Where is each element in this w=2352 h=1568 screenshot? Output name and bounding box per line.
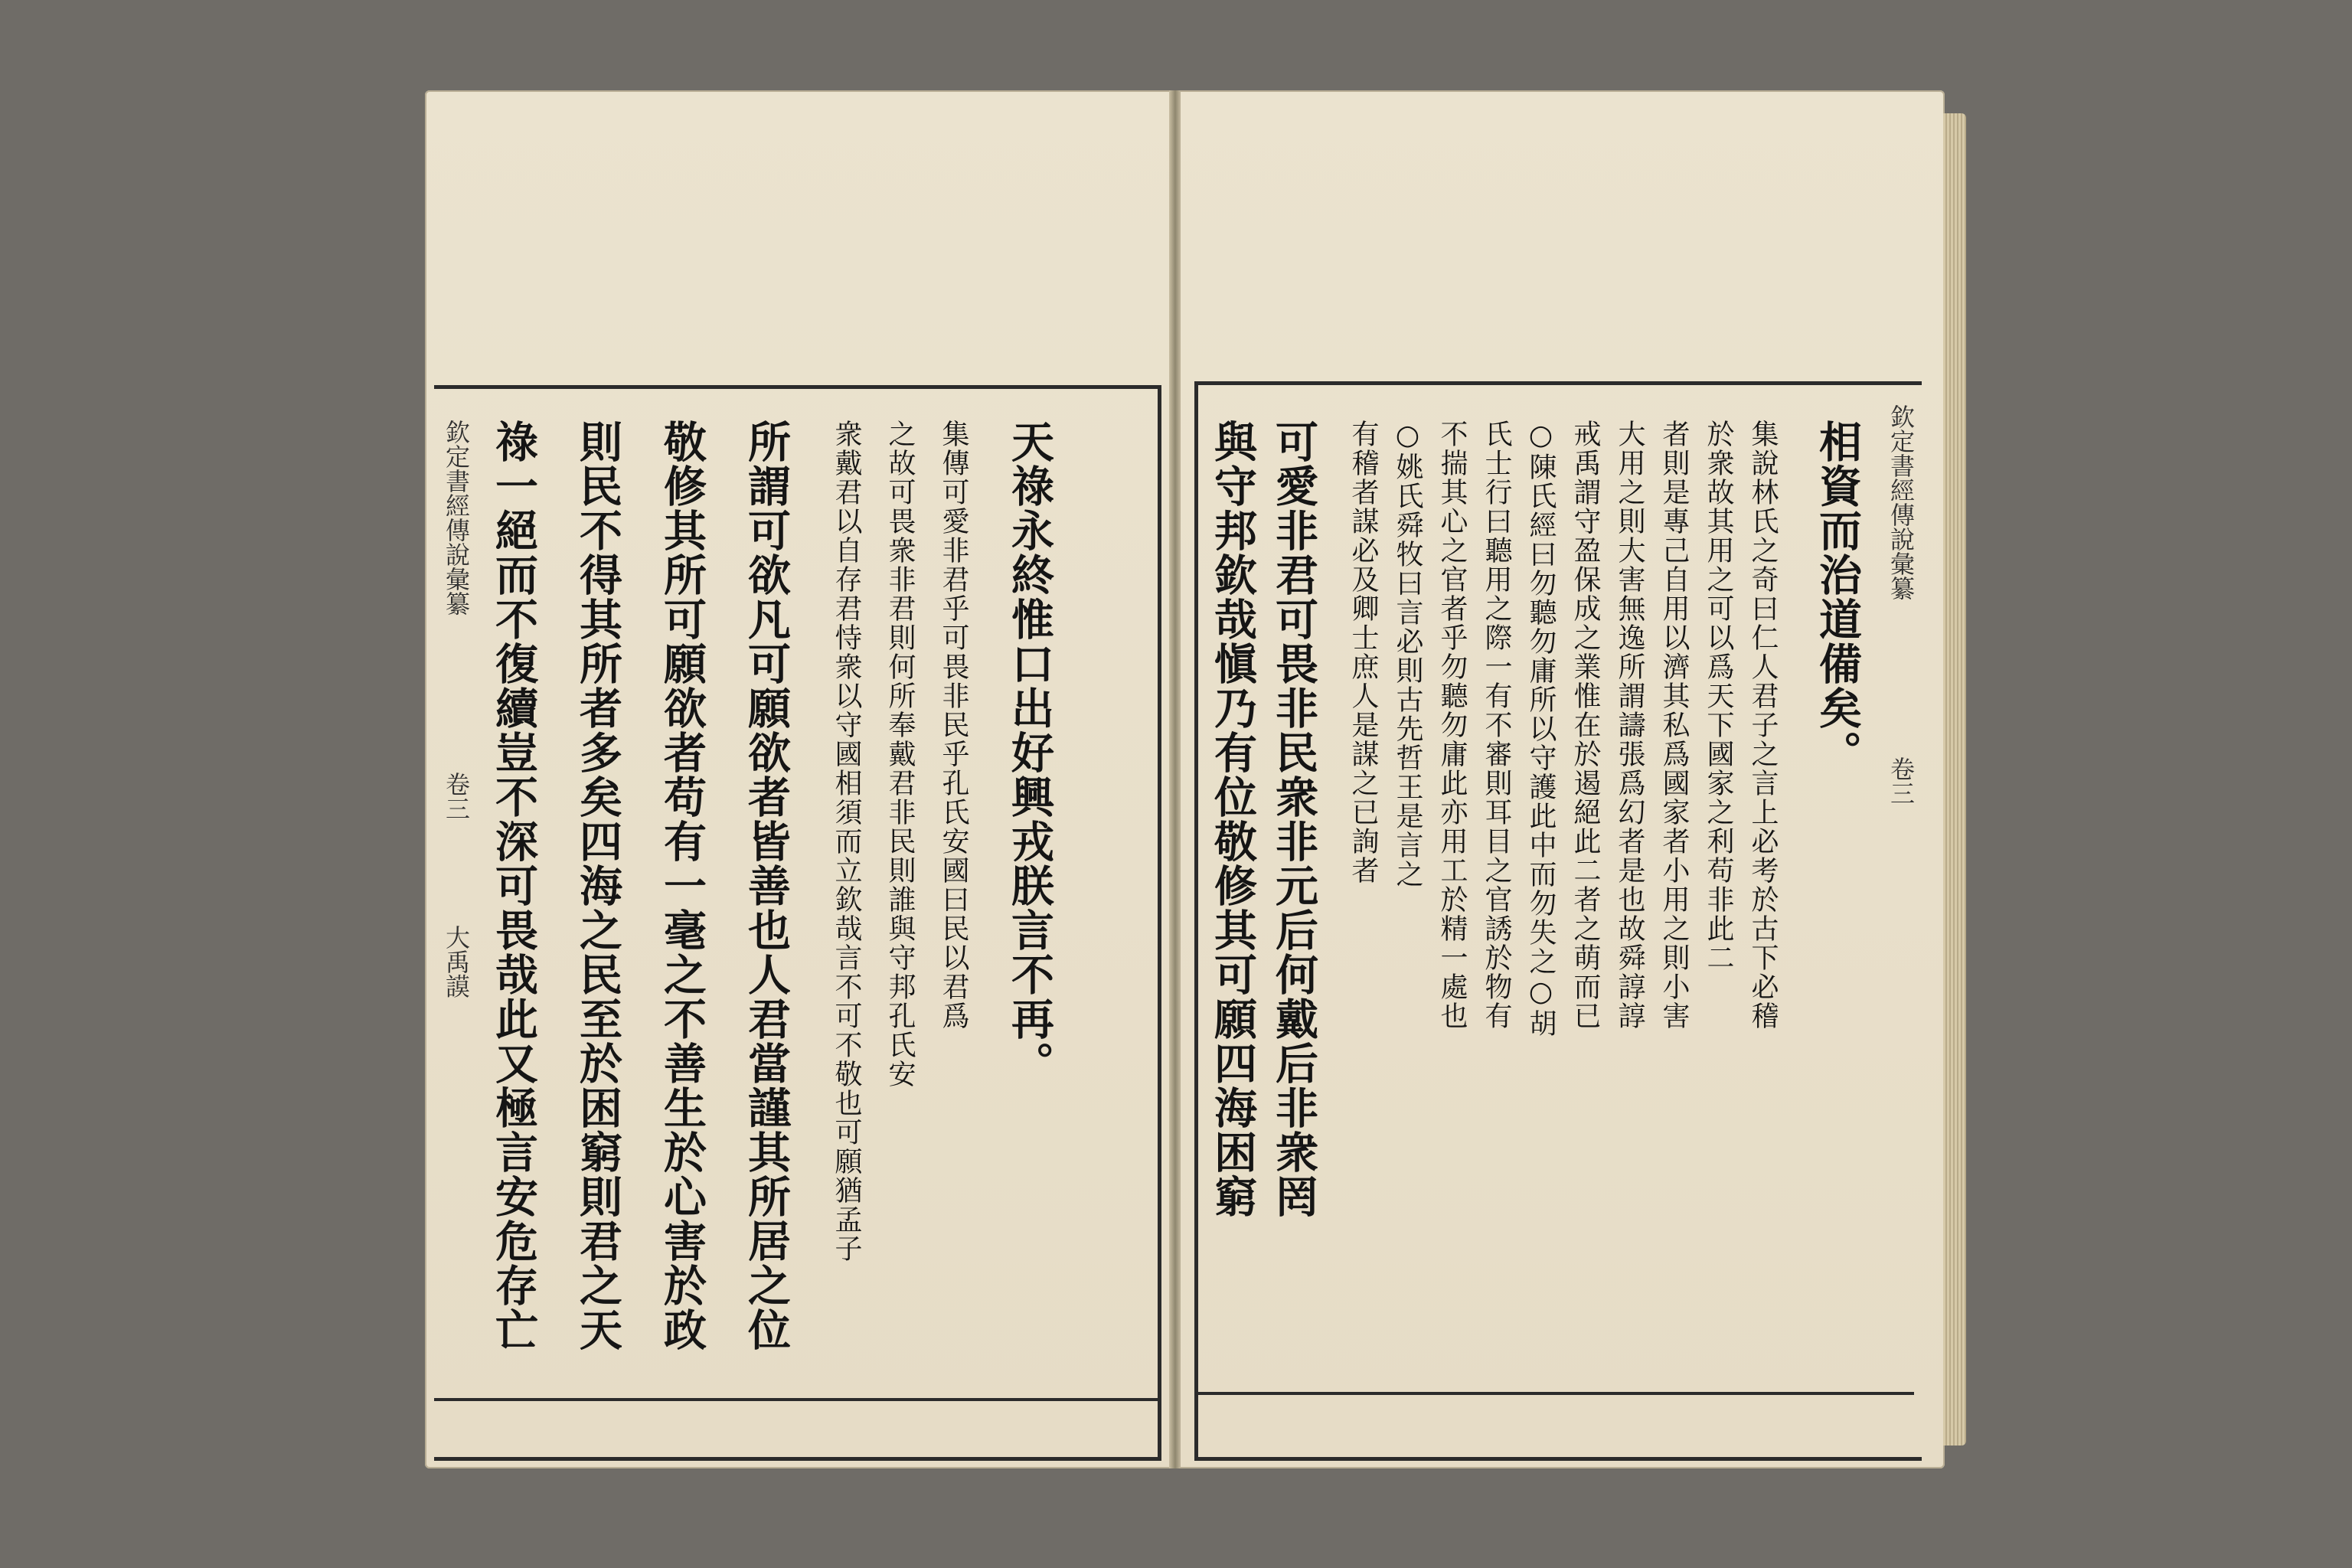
right-col-11: 有稽者謀必及卿士庶人是謀之已詢者 (1348, 420, 1379, 885)
left-col-5: 所謂可欲凡可願欲者皆善也人君當謹其所居之位 (741, 420, 792, 1352)
right-col-6: 戒禹謂守盈保成之業惟在於遏絕此二者之萌而已 (1570, 420, 1601, 1031)
left-col-4: 衆戴君以自存君恃衆以守國相須而立欽哉言不可不敬也可願猶孟子 (831, 420, 862, 1263)
right-col-3: 於衆故其用之可以爲天下國家之利苟非此二 (1703, 420, 1734, 972)
left-col-7: 則民不得其所者多矣四海之民至於困窮則君之天 (573, 420, 623, 1352)
right-margin-title: 欽定書經傳說彙纂 (1886, 404, 1916, 600)
right-bottom-rule (1194, 1392, 1914, 1395)
right-col-5: 大用之則大害無逸所謂譸張爲幻者是也故舜諄諄 (1614, 420, 1645, 1031)
right-col-4: 者則是專己自用以濟其私爲國家者小用之則小害 (1658, 420, 1690, 1031)
left-col-2: 集傳可愛非君乎可畏非民乎孔氏安國曰民以君爲 (938, 420, 969, 1031)
open-book (425, 90, 1949, 1468)
left-col-1: 天祿永終惟口出好興戎朕言不再。 (1004, 420, 1055, 1086)
right-col-9: 不揣其心之官者乎勿聽勿庸此亦用工於精一處也 (1436, 420, 1468, 1031)
left-col-8: 祿一絕而不復續豈不深可畏哉此又極言安危存亡 (488, 420, 539, 1352)
page-edges (1943, 113, 1966, 1446)
right-col-12: 可愛非君可畏非民衆非元后何戴后非衆罔 (1269, 420, 1319, 1219)
left-page (425, 90, 1171, 1468)
right-col-13: 與守邦欽哉愼乃有位敬修其可願四海困窮 (1207, 420, 1258, 1219)
right-col-2: 集說林氏之奇曰仁人君子之言上必考於古下必稽 (1747, 420, 1779, 1031)
left-chapter-label: 卷三 (442, 772, 471, 821)
left-margin-title: 欽定書經傳說彙纂 (442, 420, 471, 616)
right-col-8: 氏士行曰聽用之際一有不審則耳目之官誘於物有 (1481, 420, 1512, 1031)
right-col-1: 相資而治道備矣。 (1812, 420, 1863, 775)
right-chapter-label: 卷三 (1886, 756, 1916, 805)
right-col-7: ○陳氏經曰勿聽勿庸所以守護此中而勿失之○胡 (1525, 420, 1557, 1038)
left-bottom-rule (434, 1398, 1161, 1401)
left-col-3: 之故可畏衆非君則何所奉戴君非民則誰與守邦孔氏安 (884, 420, 916, 1089)
left-col-6: 敬修其所可願欲者苟有一毫之不善生於心害於政 (657, 420, 707, 1352)
right-col-10: ○姚氏舜牧曰言必則古先哲王是言之 (1392, 420, 1423, 889)
right-page (1179, 90, 1945, 1468)
left-section-label: 大禹謨 (442, 925, 471, 998)
